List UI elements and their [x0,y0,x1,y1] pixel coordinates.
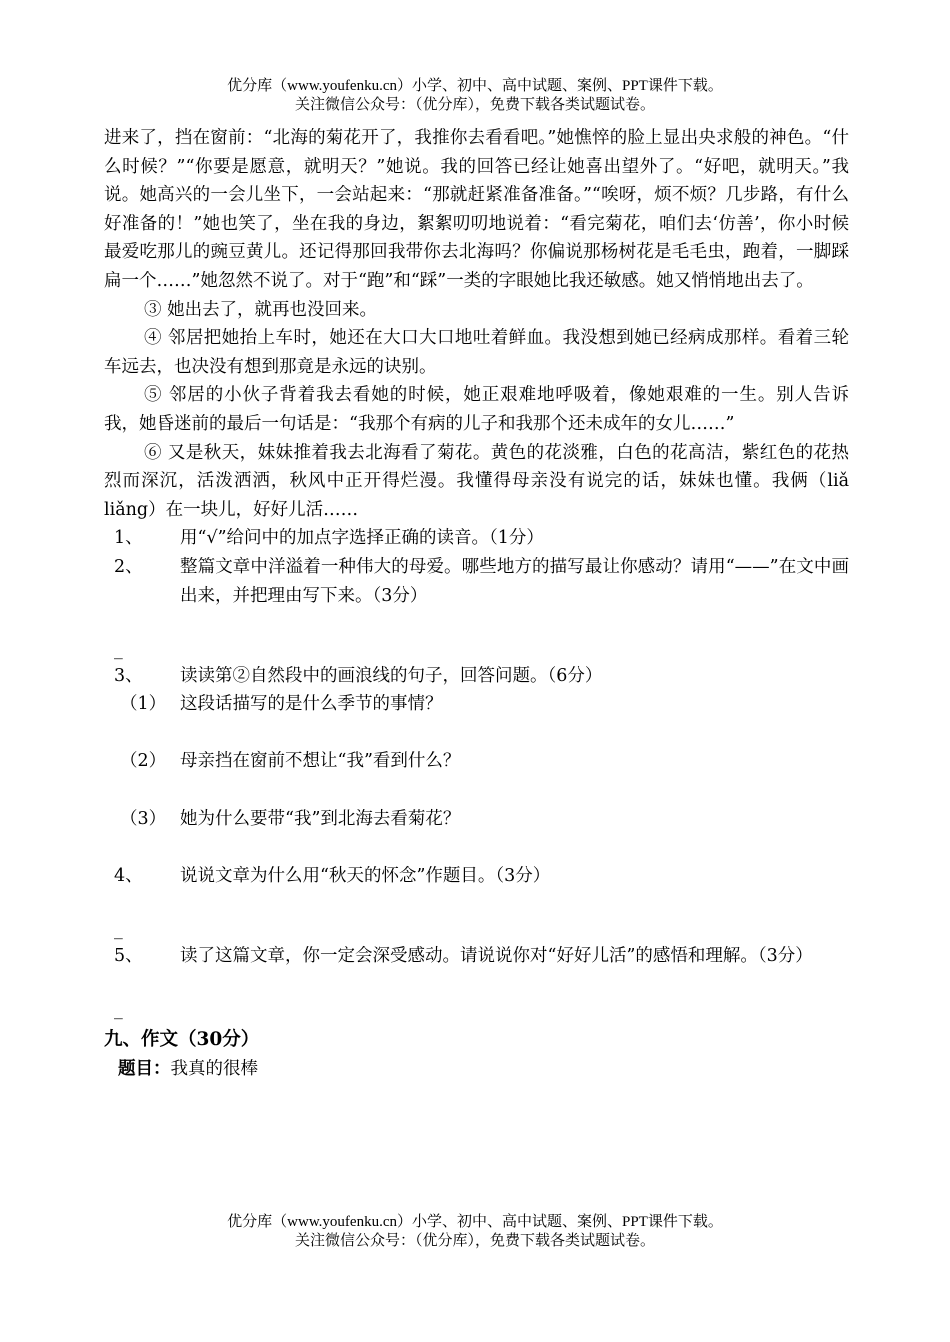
answer-line: _ [114,920,123,941]
question-text: 整篇文章中洋溢着一种伟大的母爱。哪些地方的描写最让你感动？请用“——”在文中画出来，并把理由写下来。（3分） [180,556,849,606]
question-number: 5、 [114,946,143,967]
answer-space [104,890,849,919]
page-footer [0,1213,950,1251]
page-header [0,77,950,115]
subquestion-number: （2） [120,751,167,772]
question-1 [104,524,849,553]
subquestion-3 [104,805,849,834]
subquestion-1 [104,690,849,719]
answer-line: _ [114,639,123,660]
answer-space [104,776,849,805]
answer-space [104,610,849,639]
question-5 [104,942,849,971]
subquestion-text: 这段话描写的是什么季节的事情？ [180,694,443,715]
question-text: 说说文章为什么用“秋天的怀念”作题目。（3分） [180,865,551,886]
question-text: 读读第②自然段中的画浪线的句子，回答问题。（6分） [180,665,603,686]
question-3 [104,662,849,691]
question-2 [104,553,849,610]
subquestion-text: 她为什么要带“我”到北海去看菊花？ [180,808,461,829]
footer-line-1: 优分库（www.youfenku.cn）小学、初中、高中试题、案例、PPT课件下载。 [227,1214,723,1230]
answer-space [104,971,849,1000]
question-number: 3、 [114,665,143,686]
document-body [104,124,849,1083]
subquestion-number: （1） [120,694,167,715]
question-text: 读了这篇文章，你一定会深受感动。请说说你对“好好儿活”的感悟和理解。（3分） [180,946,813,967]
footer-line-2: 关注微信公众号：（优分库），免费下载各类试题试卷。 [294,1233,655,1249]
answer-line: _ [114,1000,123,1021]
passage-paragraph-2-cont: 进来了，挡在窗前：“北海的菊花开了，我推你去看看吧。”她憔悴的脸上显出央求般的神色。“什么时候？”“你要是愿意，就明天？”她说。我的回答已经让她喜出望外了。“好吧，就明天。”我说。她高兴的一会儿坐下，一会站起来：“那就赶紧准备准备。”“唉呀，烦不烦？几步路，有什么好准备的！”她也笑了，坐在我的身边，絮絮叨叨地说着：“看完菊花，咱们去‘仿善’，你小时候最爱吃那儿的豌豆黄儿。还记得那回我带你去北海吗？你偏说那杨树花是毛毛虫，跑着，一脚踩扁一个……”她忽然不说了。对于“跑”和“踩”一类的字眼她比我还敏感。她又悄悄地出去了。 [104,128,849,291]
subquestion-number: （3） [120,808,167,829]
header-line-1: 优分库（www.youfenku.cn）小学、初中、高中试题、案例、PPT课件下载。 [227,78,723,94]
question-number: 1、 [114,528,143,549]
passage-paragraph-3: ③ 她出去了，就再也没回来。 [144,299,378,320]
question-number: 4、 [114,865,143,886]
topic-label: 题目： [118,1058,171,1079]
question-4 [104,862,849,891]
answer-space [104,719,849,748]
composition-topic [104,1055,849,1084]
header-line-2: 关注微信公众号：（优分库），免费下载各类试题试卷。 [294,97,655,113]
section-9-title: 九、作文（30分） [104,1029,260,1051]
passage-paragraph-6: ⑥ 又是秋天，妹妹推着我去北海看了菊花。黄色的花淡雅，白色的花高洁，紫红色的花热烈而深沉，活泼洒洒，秋风中正开得烂漫。我懂得母亲没有说完的话，妹妹也懂。我俩（liǎ liǎng）在一块儿，好好儿活…… [104,442,849,520]
answer-space [104,833,849,862]
topic-text: 我真的很棒 [170,1058,258,1079]
question-number: 2、 [114,556,143,577]
passage-paragraph-4: ④ 邻居把她抬上车时，她还在大口大口地吐着鲜血。我没想到她已经病成那样。看着三轮车远去，也决没有想到那竟是永远的诀别。 [104,328,849,377]
passage-paragraph-5: ⑤ 邻居的小伙子背着我去看她的时候，她正艰难地呼吸着，像她艰难的一生。别人告诉我，她昏迷前的最后一句话是：“我那个有病的儿子和我那个还未成年的女儿……” [104,385,849,434]
question-text: 用“√”给问中的加点字选择正确的读音。（1分） [180,528,544,549]
subquestion-2 [104,747,849,776]
subquestion-text: 母亲挡在窗前不想让“我”看到什么？ [180,751,461,772]
